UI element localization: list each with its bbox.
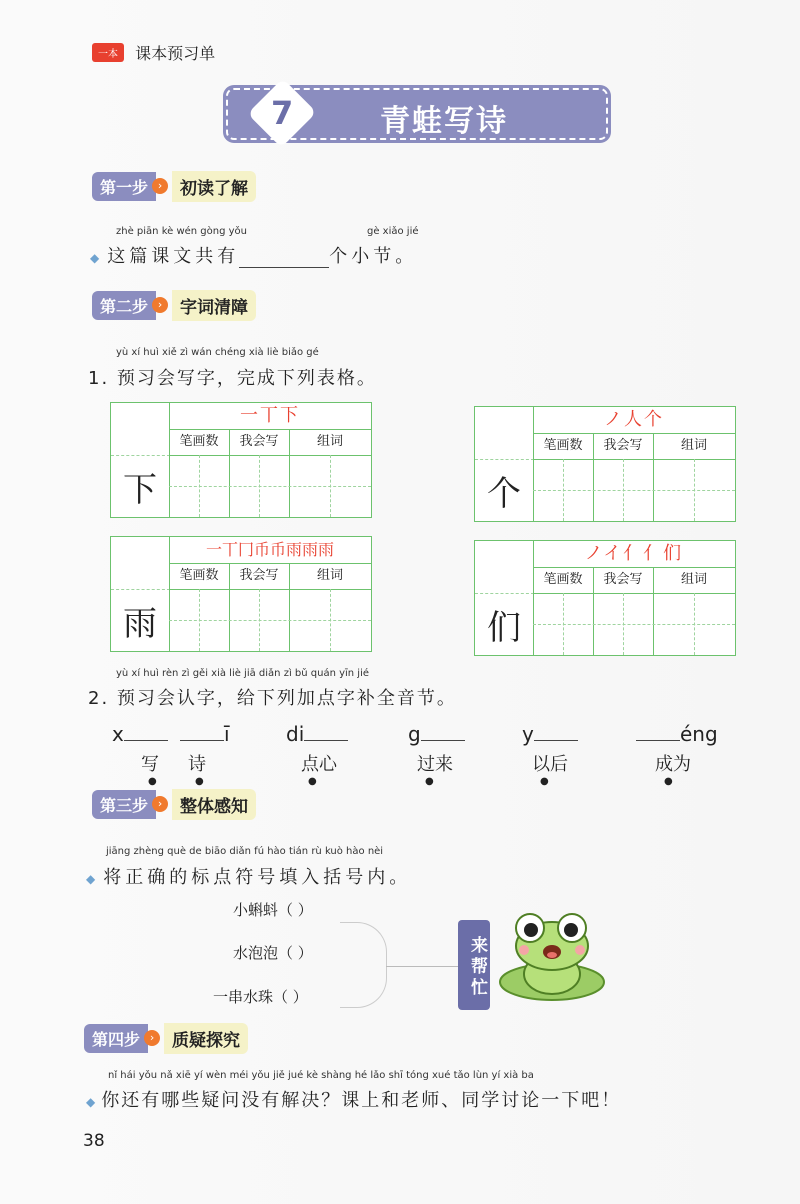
card-char: 个 (475, 459, 534, 521)
punct-item-2[interactable]: 水泡泡（ ） (233, 944, 313, 962)
lesson-number: 7 (270, 93, 294, 132)
lesson-number-badge (247, 78, 316, 147)
col-header-strokes: 笔画数 (533, 567, 593, 594)
emphasis-dot: ● (308, 776, 317, 787)
char-card-ge (474, 406, 736, 522)
header-title: 课本预习单 (135, 44, 216, 63)
syllable-pre: di (286, 722, 305, 746)
syllable-blank[interactable] (304, 724, 348, 741)
card-char: 下 (111, 455, 170, 517)
card-char: 雨 (111, 589, 170, 651)
diamond-bullet-icon: ◆ (90, 251, 104, 265)
card-strokes: ノイ亻亻们 (533, 541, 735, 568)
emphasis-dot: ● (664, 776, 673, 787)
col-header-write: 我会写 (593, 567, 653, 594)
step-4-label: 第四步 (84, 1024, 148, 1053)
step-3-question (86, 863, 411, 889)
lesson-title-banner (226, 88, 608, 140)
char-card-men (474, 540, 736, 656)
syllable-2 (180, 722, 230, 746)
brace-connector (340, 922, 387, 1008)
word-chengwei: 成为 (655, 754, 691, 775)
page-number: 38 (83, 1131, 105, 1151)
card-strokes: ノ人个 (533, 407, 735, 434)
connector-line (386, 966, 458, 967)
syllable-post: éng (680, 722, 718, 746)
emphasis-dot: ● (148, 776, 157, 787)
syllable-4 (408, 722, 465, 746)
header-tag: 一本 (92, 43, 124, 62)
col-header-strokes: 笔画数 (169, 563, 229, 590)
q1-text: 1. 预习会写字，完成下列表格。 (88, 368, 377, 389)
step-3-label: 第三步 (92, 790, 156, 819)
step-1-title: 初读了解 (172, 171, 256, 202)
frog-icon (498, 910, 608, 1002)
col-header-strokes: 笔画数 (169, 429, 229, 456)
arrow-icon: › (152, 297, 168, 313)
step-1-pinyin-a: zhè piān kè wén gòng yǒu (116, 226, 248, 237)
header (92, 41, 215, 64)
syllable-5 (522, 722, 578, 746)
word-guolai: 过来 (417, 754, 453, 775)
step-4-text: 你还有哪些疑问没有解决？课上和老师、同学讨论一下吧！ (101, 1090, 622, 1111)
col-header-write: 我会写 (229, 563, 289, 590)
word-shi: 诗 (188, 754, 206, 775)
step-1-text-b: 个小节。 (329, 246, 418, 267)
emphasis-dot: ● (540, 776, 549, 787)
step-1-label: 第一步 (92, 172, 156, 201)
q1-pinyin: yù xí huì xiě zì wán chéng xià liè biǎo gé (116, 347, 319, 358)
step-2-title: 字词清障 (172, 290, 256, 321)
help-label: 来帮忙 (458, 920, 490, 1010)
step-1-text-a: 这篇课文共有 (107, 246, 240, 267)
step-1-question (90, 242, 417, 268)
step-4-pinyin: nǐ hái yǒu nǎ xiē yí wèn méi yǒu jiě jué kè shàng hé lǎo shī tóng xué tǎo lùn yí xià ba (108, 1070, 534, 1081)
step-1-pinyin-b: gè xiǎo jié (367, 226, 419, 237)
syllable-pre: g (408, 722, 421, 746)
answer-blank[interactable] (239, 249, 329, 268)
step-3-pinyin: jiāng zhèng què de biāo diǎn fú hào tián rù kuò hào nèi (106, 846, 384, 857)
step-4-title: 质疑探究 (164, 1023, 248, 1054)
card-strokes: 一丅冂币币雨雨雨 (169, 537, 371, 564)
diamond-bullet-icon: ◆ (86, 872, 100, 886)
punct-item-3[interactable]: 一串水珠（ ） (213, 988, 308, 1006)
arrow-icon: › (144, 1030, 160, 1046)
punct-item-1[interactable]: 小蝌蚪（ ） (233, 901, 313, 919)
col-header-words: 组词 (653, 433, 735, 460)
char-card-yu (110, 536, 372, 652)
step-4-question (86, 1086, 621, 1112)
syllable-blank[interactable] (534, 724, 578, 741)
q2-text: 2. 预习会认字，给下列加点字补全音节。 (88, 688, 457, 709)
emphasis-dot: ● (425, 776, 434, 787)
col-header-words: 组词 (289, 563, 371, 590)
arrow-icon: › (152, 178, 168, 194)
diamond-bullet-icon: ◆ (86, 1095, 98, 1109)
syllable-blank[interactable] (636, 724, 680, 741)
emphasis-dot: ● (195, 776, 204, 787)
syllable-pre: x (112, 722, 124, 746)
word-yihou: 以后 (532, 754, 568, 775)
col-header-write: 我会写 (593, 433, 653, 460)
lesson-title: 青蛙写诗 (380, 104, 508, 139)
step-2-heading (92, 290, 256, 320)
step-3-title: 整体感知 (172, 789, 256, 820)
step-1-heading (92, 171, 256, 201)
syllable-6 (636, 722, 718, 746)
syllable-blank[interactable] (421, 724, 465, 741)
arrow-icon: › (152, 796, 168, 812)
syllable-post: ī (224, 722, 230, 746)
card-char: 们 (475, 593, 534, 655)
syllable-blank[interactable] (124, 724, 168, 741)
card-strokes: 一丅下 (169, 403, 371, 430)
step-3-text: 将正确的标点符号填入括号内。 (103, 867, 412, 888)
syllable-1 (112, 722, 168, 746)
syllable-blank[interactable] (180, 724, 224, 741)
col-header-words: 组词 (653, 567, 735, 594)
word-xie: 写 (141, 754, 159, 775)
char-card-xia (110, 402, 372, 518)
col-header-write: 我会写 (229, 429, 289, 456)
step-2-label: 第二步 (92, 291, 156, 320)
col-header-strokes: 笔画数 (533, 433, 593, 460)
syllable-pre: y (522, 722, 534, 746)
step-4-heading (84, 1023, 248, 1053)
col-header-words: 组词 (289, 429, 371, 456)
q2-pinyin: yù xí huì rèn zì gěi xià liè jiā diǎn zì bǔ quán yīn jié (116, 668, 370, 679)
word-dianxin: 点心 (301, 754, 337, 775)
syllable-3 (286, 722, 348, 746)
step-3-heading (92, 789, 256, 819)
